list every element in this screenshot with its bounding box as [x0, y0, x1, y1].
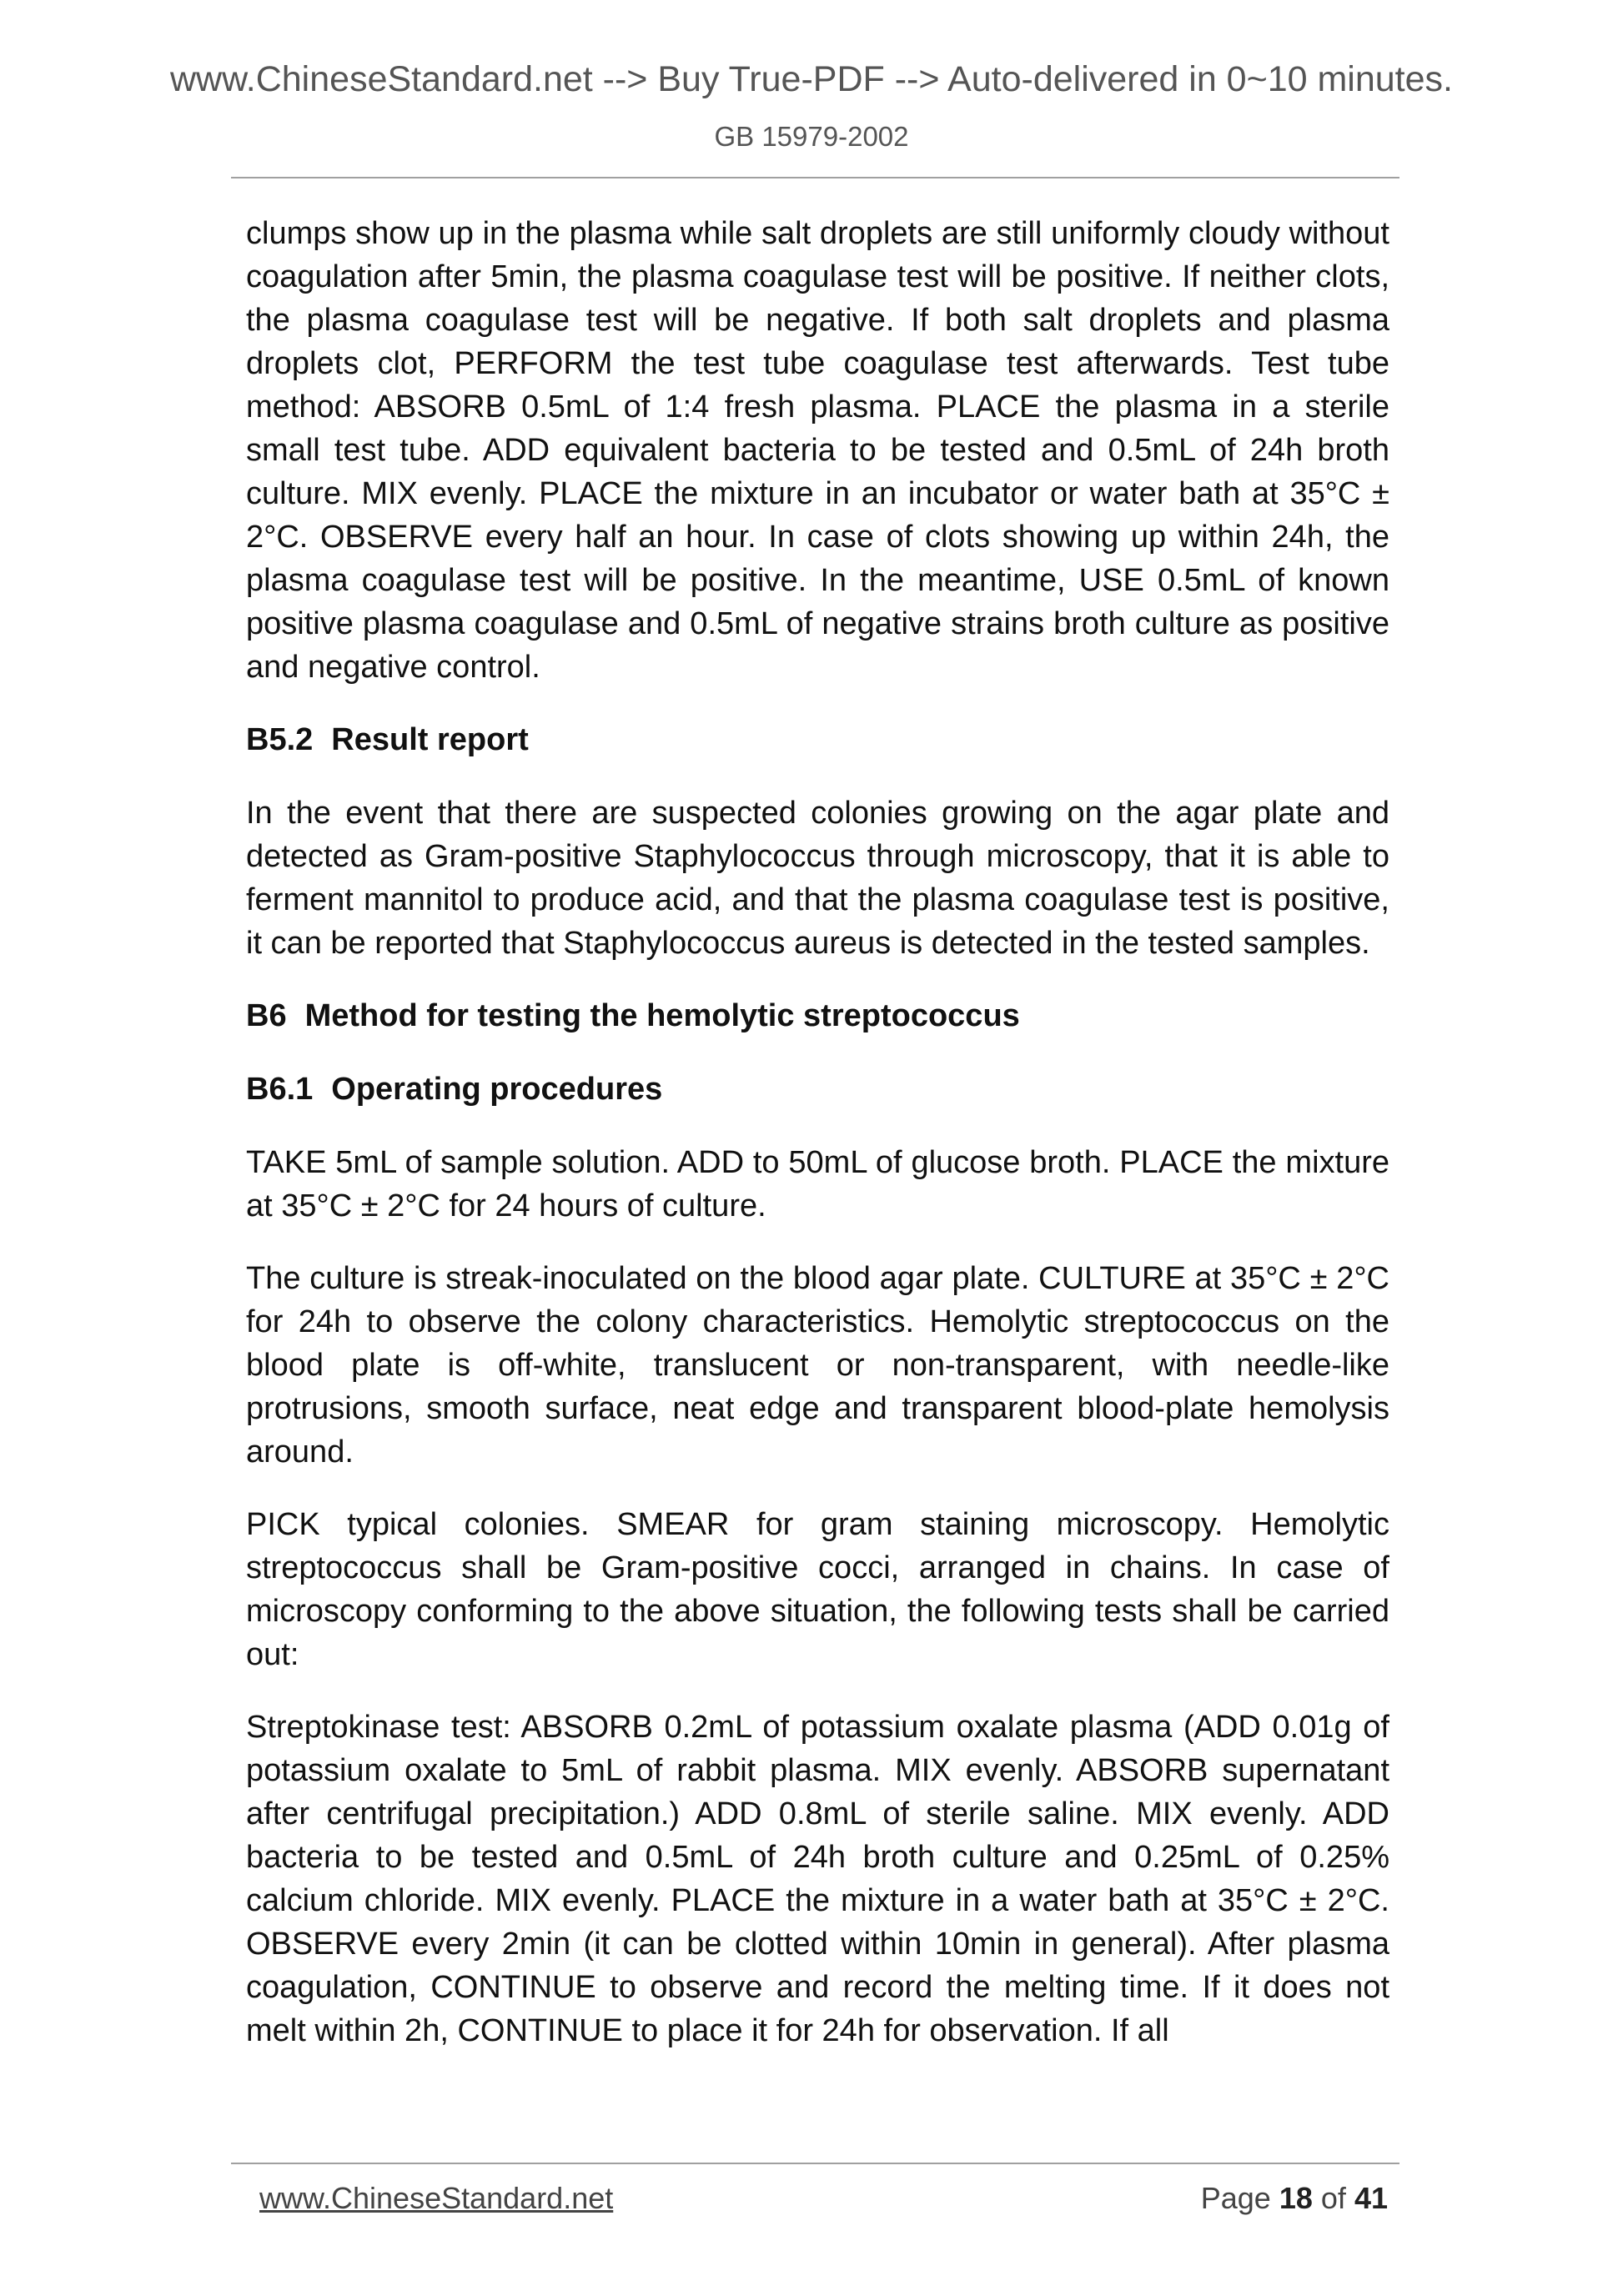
- heading-title: Operating procedures: [331, 1072, 663, 1107]
- header-divider: [231, 177, 1399, 178]
- paragraph-gram-staining: PICK typical colonies. SMEAR for gram staining microscopy. Hemolytic streptococcus shall be Gram-positive cocci, arranged in chains. In case of microscopy conforming to the above situation, the following tests shall be carried out:: [246, 1507, 1389, 1672]
- standard-number: GB 15979-2002: [714, 121, 909, 152]
- page-of-word: of: [1320, 2181, 1346, 2215]
- page-word: Page: [1200, 2181, 1271, 2215]
- heading-number: B5.2: [246, 722, 314, 757]
- paragraph-coagulase-test: clumps show up in the plasma while salt droplets are still uniformly cloudy without coagulation after 5min, the plasma coagulase test will be positive. If neither clots, the plasma coagulase test will be negative. If both salt droplets and plasma droplets clot, PERFORM the test tube coagulase test afterwards. Test tube method: ABSORB 0.5mL of 1:4 fresh plasma. PLACE the plasma in a sterile small test tube. ADD equivalent bacteria to be tested and 0.5mL of 24h broth culture. MIX evenly. PLACE the mixture in an incubator or water bath at 35°C ± 2°C. OBSERVE every half an hour. In case of clots showing up within 24h, the plasma coagulase test will be positive. In the meantime, USE 0.5mL of known positive plasma coagulase and 0.5mL of negative strains broth culture as positive and negative control.: [246, 216, 1389, 685]
- footer-divider: [231, 2163, 1399, 2164]
- total-pages: 41: [1354, 2181, 1388, 2215]
- paragraph-streptokinase-test: Streptokinase test: ABSORB 0.2mL of potassium oxalate plasma (ADD 0.01g of potassium oxalate to 5mL of rabbit plasma. MIX evenly. ABSORB supernatant after centrifugal precipitation.) ADD 0.8mL of sterile saline. MIX evenly. ADD bacteria to be tested and 0.5mL of 24h broth culture and 0.25mL of 0.25% calcium chloride. MIX evenly. PLACE the mixture in a water bath at 35°C ± 2°C. OBSERVE every 2min (it can be clotted within 10min in general). After plasma coagulation, CONTINUE to observe and record the melting time. If it does not melt within 2h, CONTINUE to place it for 24h for observation. If all: [246, 1710, 1389, 2048]
- page-content: [246, 212, 1389, 2082]
- paragraph-blood-agar: The culture is streak-inoculated on the blood agar plate. CULTURE at 35°C ± 2°C for 24h to observe the colony characteristics. Hemolytic streptococcus on the blood plate is off-white, translucent or non-transparent, with needle-like protrusions, smooth surface, neat edge and transparent blood-plate hemolysis around.: [246, 1261, 1389, 1470]
- heading-number: B6.1: [246, 1072, 314, 1107]
- heading-title: Method for testing the hemolytic streptococcus: [304, 998, 1020, 1033]
- heading-b6: [246, 994, 1389, 1037]
- paragraph-sample-culture: TAKE 5mL of sample solution. ADD to 50mL of glucose broth. PLACE the mixture at 35°C ± 2°C for 24 hours of culture.: [246, 1145, 1389, 1223]
- page-number: [1201, 2180, 1388, 2216]
- current-page: 18: [1279, 2181, 1313, 2215]
- heading-number: B6: [246, 998, 287, 1033]
- heading-b5-2: [246, 718, 1389, 761]
- paragraph-result-report: In the event that there are suspected colonies growing on the agar plate and detected as Gram-positive Staphylococcus through microscopy, that it is able to ferment mannitol to produce acid, and that the plasma coagulase test is positive, it can be reported that Staphylococcus aureus is detected in the tested samples.: [246, 796, 1389, 961]
- footer-website-link[interactable]: www.ChineseStandard.net: [259, 2181, 614, 2215]
- header-banner: www.ChineseStandard.net --> Buy True-PDF --> Auto-delivered in 0~10 minutes.: [169, 59, 1453, 99]
- heading-title: Result report: [331, 722, 529, 757]
- heading-b6-1: [246, 1068, 1389, 1111]
